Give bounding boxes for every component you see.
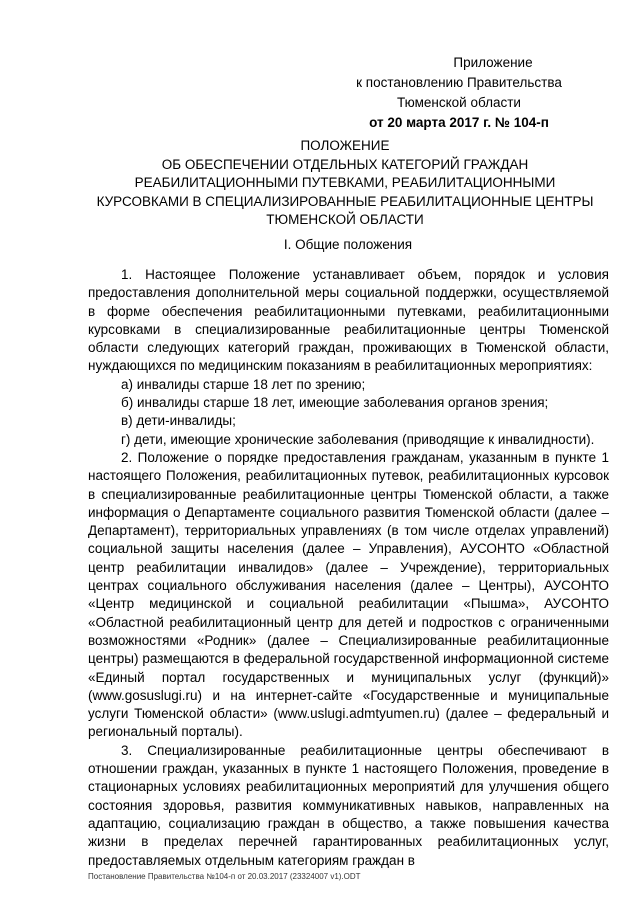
appendix-region: Тюменской области bbox=[397, 95, 521, 110]
appendix-block bbox=[334, 53, 584, 133]
list-item-v: в) дети-инвалиды; bbox=[121, 413, 236, 429]
paragraph-2: 2. Положение о порядке предоставления гражданам, указанным в пункте 1 настоящего Положения, реабилитационных путевок, реабилитационных курсовок в специализированные реабилитационные центры Тюменской области, а также информация о Департаменте социального развития Тюменской области (далее – Департамент), территориальных управлениях (в том числе отделах управлений) социальной защиты населения (далее – Управления), АУСОНТО «Областной центр реабилитации инвалидов» (далее – Учреждение), территориальных центрах социального обслуживания населения (далее – Центры), АУСОНТО «Центр медицинской и социальной реабилитации «Пышма», АУСОНТО «Областной реабилитационный центр для детей и подростков с ограниченными возможностями «Родник» (далее – Специализированные реабилитационные центры) размещаются в федеральной государственной информационной системе «Единый портал государственных и муниципальных услуг (функций)» (www.gosuslugi.ru) и на интернет-сайте «Государственные и муниципальные услуги Тюменской области» (www.uslugi.admtyumen.ru) (далее – федеральный и региональный порталы). bbox=[88, 449, 609, 740]
document-title bbox=[70, 137, 620, 230]
title-line-2: ОБ ОБЕСПЕЧЕНИИ ОТДЕЛЬНЫХ КАТЕГОРИЙ ГРАЖДАН bbox=[161, 156, 529, 172]
document-body bbox=[88, 266, 609, 870]
title-line-4: КУРСОВКАМИ В СПЕЦИАЛИЗИРОВАННЫЕ РЕАБИЛИТАЦИОННЫЕ ЦЕНТРЫ bbox=[96, 193, 594, 209]
page-footer: Постановление Правительства №104-п от 20.03.2017 (23324007 v1).ODT bbox=[88, 872, 361, 881]
title-line-1: ПОЛОЖЕНИЕ bbox=[300, 138, 390, 153]
list-item-b: б) инвалиды старше 18 лет, имеющие заболевания органов зрения; bbox=[121, 395, 549, 411]
title-line-3: РЕАБИЛИТАЦИОННЫМИ ПУТЕВКАМИ, РЕАБИЛИТАЦИОННЫМИ bbox=[134, 175, 556, 190]
appendix-date-number: от 20 марта 2017 г. № 104-п bbox=[369, 115, 549, 130]
list-item-a: а) инвалиды старше 18 лет по зрению; bbox=[121, 376, 366, 392]
title-line-5: ТЮМЕНСКОЙ ОБЛАСТИ bbox=[266, 212, 424, 227]
appendix-decree-ref: к постановлению Правительства bbox=[356, 75, 562, 90]
section-heading: I. Общие положения bbox=[283, 237, 413, 252]
paragraph-3: 3. Специализированные реабилитационные центры обеспечивают в отношении граждан, указанных в пункте 1 настоящего Положения, проведение в стационарных условиях реабилитационных мероприятий для улучшения общего состояния здоровья, развития коммуникативных навыков, направленных на адаптацию, социализацию граждан в общество, а также повышения качества жизни в пределах перечней гарантированных реабилитационных услуг, предоставляемых отдельным категориям граждан в bbox=[88, 742, 609, 868]
paragraph-1: 1. Настоящее Положение устанавливает объем, порядок и условия предоставления дополнительной меры социальной поддержки, осуществляемой в форме обеспечения реабилитационными путевками, реабилитационными курсовками в специализированные реабилитационные центры Тюменской области следующих категорий граждан, проживающих в Тюменской области, нуждающихся по медицинским показаниям в реабилитационных мероприятиях: bbox=[88, 267, 609, 374]
list-item-g: г) дети, имеющие хронические заболевания (приводящие к инвалидности). bbox=[121, 431, 595, 447]
appendix-label: Приложение bbox=[453, 55, 533, 70]
